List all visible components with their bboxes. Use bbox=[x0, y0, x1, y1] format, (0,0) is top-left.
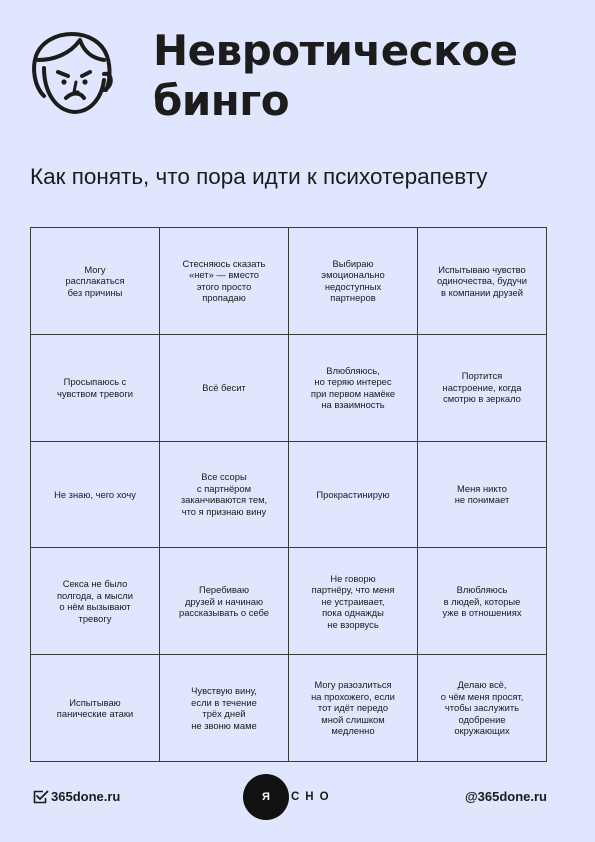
bingo-cell: Все ссоры с партнёром заканчиваются тем, что я признаю вину bbox=[160, 442, 289, 549]
bingo-cell: Выбираю эмоционально недоступных партнеров bbox=[289, 228, 418, 335]
checkbox-icon bbox=[33, 790, 49, 804]
page-title bbox=[153, 26, 517, 126]
bingo-cell: Перебиваю друзей и начинаю рассказывать о себе bbox=[160, 548, 289, 655]
bingo-cell: Испытываю чувство одиночества, будучи в компании друзей bbox=[418, 228, 547, 335]
bingo-cell: Влюбляюсь, но теряю интерес при первом намёке на взаимность bbox=[289, 335, 418, 442]
bingo-cell: Делаю всё, о чём меня просят, чтобы заслужить одобрение окружающих bbox=[418, 655, 547, 762]
bingo-cell: Влюбляюсь в людей, которые уже в отношениях bbox=[418, 548, 547, 655]
yasno-logo bbox=[243, 774, 335, 820]
logo-circle bbox=[243, 774, 289, 820]
footer-handle[interactable]: @365done.ru bbox=[464, 789, 547, 804]
bingo-cell: Испытываю панические атаки bbox=[31, 655, 160, 762]
logo-text: СНО bbox=[291, 791, 335, 803]
bingo-cell: Меня никто не понимает bbox=[418, 442, 547, 549]
bingo-cell: Портится настроение, когда смотрю в зеркало bbox=[418, 335, 547, 442]
bingo-cell: Могу расплакаться без причины bbox=[31, 228, 160, 335]
bingo-cell: Прокрастинирую bbox=[289, 442, 418, 549]
footer-site-link[interactable] bbox=[33, 789, 120, 804]
title-line-2: бинго bbox=[153, 76, 290, 125]
logo-letter: Я bbox=[262, 791, 270, 803]
bingo-cell: Всё бесит bbox=[160, 335, 289, 442]
bingo-cell: Не говорю партнёру, что меня не устраивает, пока однажды не взорвусь bbox=[289, 548, 418, 655]
title-line-1: Невротическое bbox=[153, 26, 518, 75]
bingo-cell: Секса не было полгода, а мысли о нём вызывают тревогу bbox=[31, 548, 160, 655]
page-subtitle: Как понять, что пора идти к психотерапевту bbox=[30, 164, 488, 189]
bingo-cell: Не знаю, чего хочу bbox=[31, 442, 160, 549]
bingo-cell: Просыпаюсь с чувством тревоги bbox=[31, 335, 160, 442]
bingo-cell: Стесняюсь сказать «нет» — вместо этого просто пропадаю bbox=[160, 228, 289, 335]
bingo-cell: Чувствую вину, если в течение трёх дней не звоню маме bbox=[160, 655, 289, 762]
worried-face-icon bbox=[30, 30, 114, 116]
bingo-cell: Могу разозлиться на прохожего, если тот идёт передо мной слишком медленно bbox=[289, 655, 418, 762]
bingo-grid bbox=[30, 227, 547, 762]
footer-site-text: 365done.ru bbox=[51, 789, 121, 804]
